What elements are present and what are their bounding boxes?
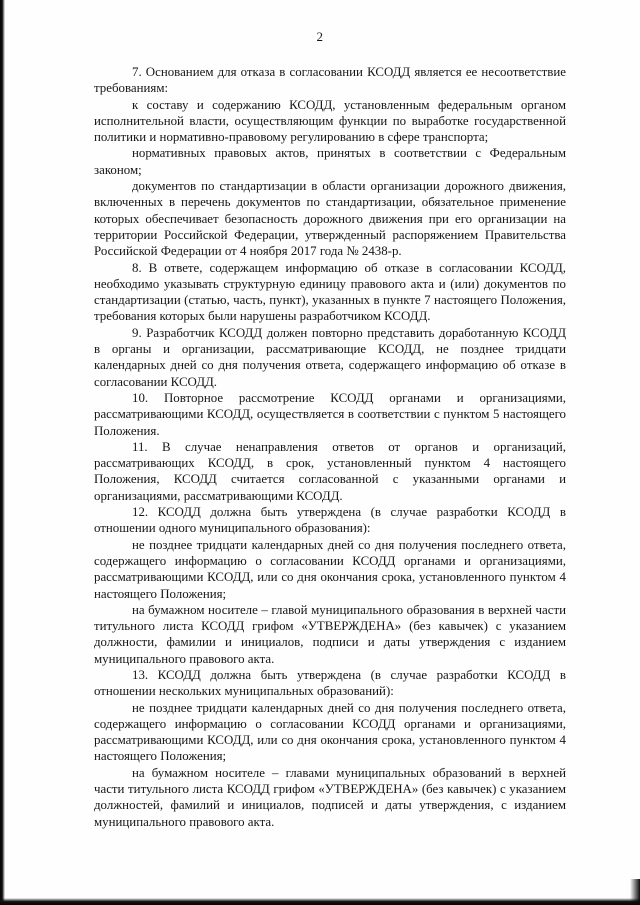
page-number: 2 bbox=[316, 29, 324, 44]
paragraph-8: 8. В ответе, содержащем информацию об отказе в согласовании КСОДД, необходимо указывать структурную единицу правового акта и (или) документов по стандартизации (статью, часть, пункт), указанных в пункте 7 настоящего Положения, требования которых были нарушены разработчиком КСОДД. bbox=[94, 260, 566, 324]
paragraph-12-sub-2: на бумажном носителе – главой муниципального образования в верхней части титульного листа КСОДД грифом «УТВЕРЖДЕНА» (без кавычек) с указанием должности, фамилии и инициалов, подписи и даты утверждения с изданием муниципального правового акта. bbox=[94, 602, 566, 666]
paragraph-13-sub-2: на бумажном носителе – главами муниципальных образований в верхней части титульного листа КСОДД грифом «УТВЕРЖДЕНА» (без кавычек) с указанием должностей, фамилий и инициалов, подписей и даты утверждения, с изданием муниципального правового акта. bbox=[94, 765, 566, 829]
paragraph-12-sub-1: не позднее тридцати календарных дней со дня получения последнего ответа, содержащего информацию о согласовании КСОДД органами и организациями, рассматривающими КСОДД, или со дня окончания срока, установленного пунктом 4 настоящего Положения; bbox=[94, 537, 566, 601]
paragraph-7: 7. Основанием для отказа в согласовании КСОДД является ее несоответствие требованиям: bbox=[94, 65, 566, 96]
scan-edge-bottom bbox=[0, 898, 640, 905]
paragraph-10: 10. Повторное рассмотрение КСОДД органами и организациями, рассматривающими КСОДД, осуществляется в соответствии с пунктом 5 настоящего Положения. bbox=[94, 390, 566, 438]
paragraph-12: 12. КСОДД должна быть утверждена (в случае разработки КСОДД в отношении одного муниципального образования): bbox=[94, 505, 566, 536]
paragraph-9: 9. Разработчик КСОДД должен повторно представить доработанную КСОДД в органы и организации, рассматривающие КСОДД, не позднее тридцати календарных дней со дня получения ответа, содержащего информацию об отказе в согласовании КСОДД. bbox=[94, 325, 566, 389]
scan-edge-left bbox=[0, 0, 5, 905]
paragraph-11: 11. В случае ненаправления ответов от органов и организаций, рассматривающих КСОДД, в срок, установленный пунктом 4 настоящего Положения, КСОДД считается согласованной с указанными органами и организациями, рассматривающими КСОДД. bbox=[94, 439, 566, 503]
paragraph-7-sub-2: нормативных правовых актов, принятых в соответствии с Федеральным законом; bbox=[94, 146, 566, 177]
document-text-block bbox=[94, 64, 566, 830]
paragraph-13: 13. КСОДД должна быть утверждена (в случае разработки КСОДД в отношении нескольких муниципальных образований): bbox=[94, 667, 566, 699]
paragraph-7-sub-1: к составу и содержанию КСОДД, установленным федеральным органом исполнительной власти, осуществляющим функции по выработке государственной политики и нормативно-правовому регулированию в сфере транспорта; bbox=[94, 97, 566, 145]
paragraph-7-sub-3: документов по стандартизации в области организации дорожного движения, включенных в перечень документов по стандартизации, обязательное применение которых обеспечивает безопасность дорожного движения при его организации на территории Российской Федерации, утвержденный распоряжением Правительства Российской Федерации от 4 ноября 2017 года № 2438-р. bbox=[94, 179, 566, 259]
scan-corner-bottom-right bbox=[630, 879, 640, 905]
paragraph-13-sub-1: не позднее тридцати календарных дней со дня получения последнего ответа, содержащего информацию о согласовании КСОДД органами и организациями, рассматривающими КСОДД, или со дня окончания срока, установленного пунктом 4 настоящего Положения; bbox=[94, 700, 566, 764]
